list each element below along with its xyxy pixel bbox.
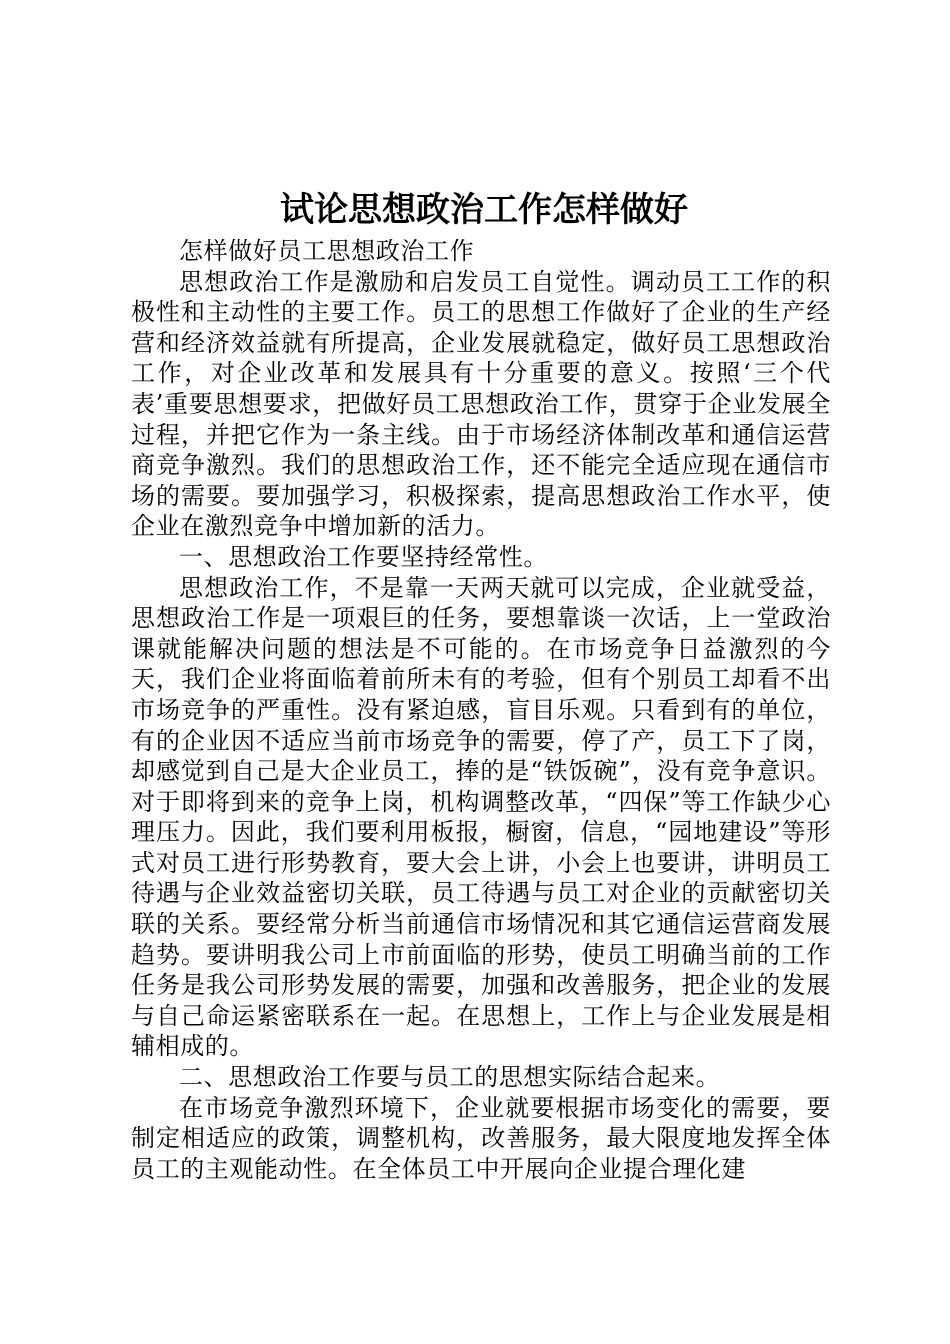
section-heading: 一、思想政治工作要坚持经常性。 [179,542,548,571]
body-paragraph: 思想政治工作是激励和启发员工自觉性。调动员工工作的积极性和主动性的主要工作。员工的思想工作做好了企业的生产经营和经济效益就有所提高，企业发展就稳定，做好员工思想政治工作，对企业改革和发展具有十分重要的意义。按照‘三个代表’重要思想要求，把做好员工思想政治工作，贯穿于企业发展全过程，并把它作为一条主线。由于市场经济体制改革和通信运营商竞争激烈。我们的思想政治工作，还不能完全适应现在通信市场的需要。要加强学习，积极探索，提高思想政治工作水平，使企业在激烈竞争中增加新的活力。 [131,267,831,541]
subtitle-paragraph: 怎样做好员工思想政治工作 [179,237,475,265]
section-heading: 二、思想政治工作要与员工的思想实际结合起来。 [179,1063,721,1092]
document-page [131,190,831,1184]
document-title: 试论思想政治工作怎样做好 [280,190,688,230]
body-paragraph: 思想政治工作，不是靠一天两天就可以完成，企业就受益，思想政治工作是一项艰巨的任务，要想靠谈一次话，上一堂政治课就能解决问题的想法是不可能的。在市场竞争日益激烈的今天，我们企业将面临着前所未有的考验，但有个别员工却看不出市场竞争的严重性。没有紧迫感，盲目乐观。只看到有的单位，有的企业因不适应当前市场竞争的需要，停了产，员工下了岗，却感觉到自己是大企业员工，捧的是“铁饭碗”，没有竞争意识。对于即将到来的竞争上岗，机构调整改革，“四保”等工作缺少心理压力。因此，我们要利用板报，橱窗，信息，“园地建设”等形式对员工进行形势教育，要大会上讲，小会上也要讲，讲明员工待遇与企业效益密切关联，员工待遇与员工对企业的贡献密切关联的关系。要经常分析当前通信市场情况和其它通信运营商发展趋势。要讲明我公司上市前面临的形势，使员工明确当前的工作任务是我公司形势发展的需要，加强和改善服务，把企业的发展与自己命运紧密联系在一起。在思想上，工作上与企业发展是相辅相成的。 [131,573,831,1061]
body-paragraph: 在市场竞争激烈环境下，企业就要根据市场变化的需要，要制定相适应的政策，调整机构，改善服务，最大限度地发挥全体员工的主观能动性。在全体员工中开展向企业提合理化建 [131,1093,831,1183]
